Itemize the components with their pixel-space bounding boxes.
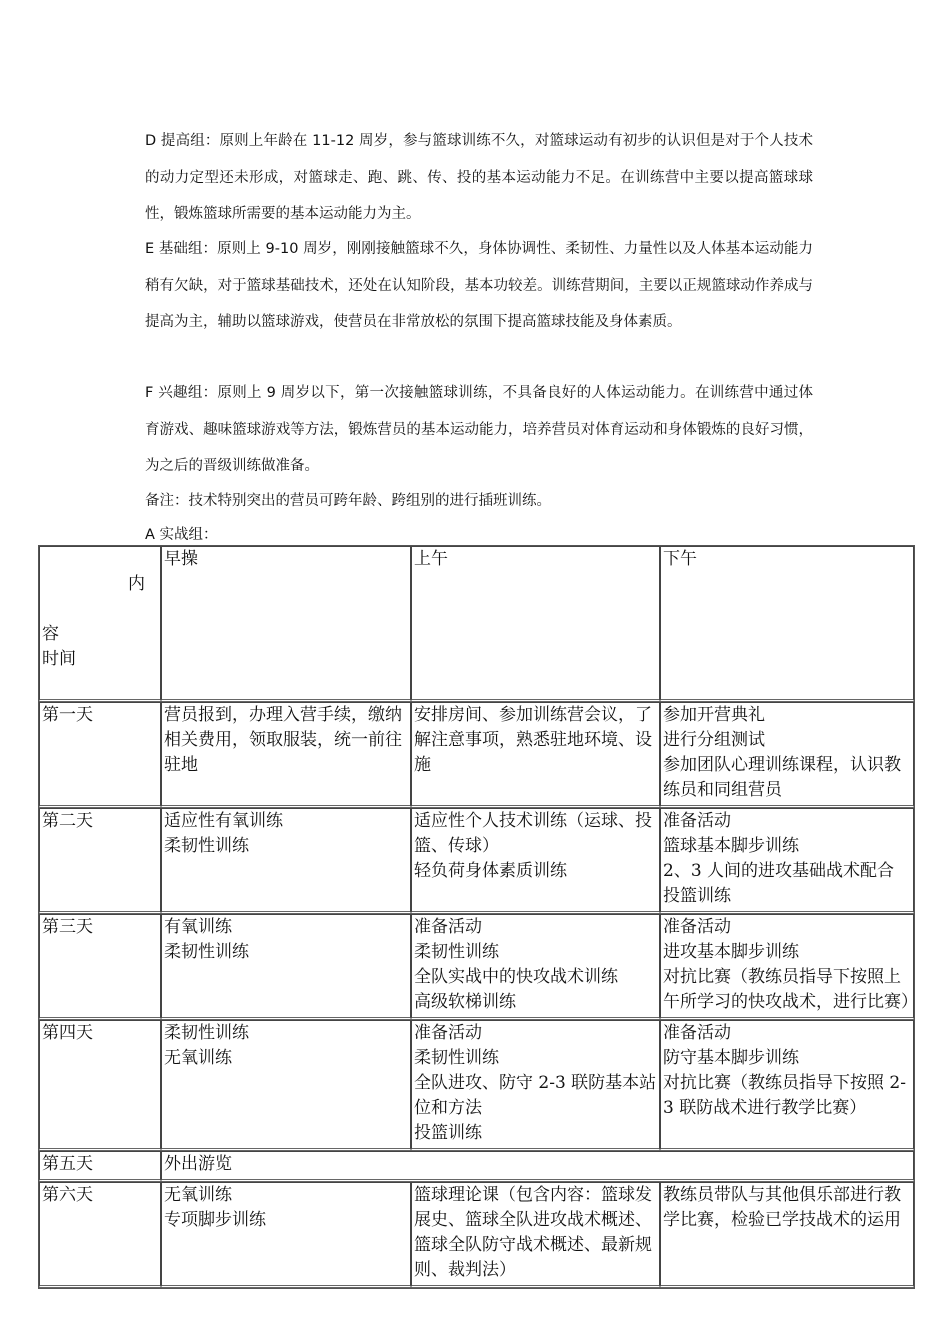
table-row xyxy=(39,808,914,914)
forenoon-cell: 篮球理论课（包含内容：篮球发展史、篮球全队进攻战术概述、篮球全队防守战术概述、最新规则、裁判法） xyxy=(411,1182,660,1288)
group-a-heading: A 实战组： xyxy=(145,527,218,543)
afternoon-cell: 教练员带队与其他俱乐部进行教学比赛，检验已学技战术的运用 xyxy=(660,1182,914,1288)
forenoon-cell: 安排房间、参加训练营会议，了解注意事项，熟悉驻地环境、设施 xyxy=(411,702,660,808)
schedule-table xyxy=(38,545,918,1289)
morning-cell: 无氧训练 专项脚步训练 xyxy=(161,1182,411,1288)
afternoon-cell: 准备活动 篮球基本脚步训练 2、3 人间的进攻基础战术配合 投篮训练 xyxy=(660,808,914,914)
afternoon-cell: 参加开营典礼 进行分组测试 参加团队心理训练课程，认识教练员和同组营员 xyxy=(660,702,914,808)
header-forenoon: 上午 xyxy=(411,546,660,702)
forenoon-cell: 准备活动 柔韧性训练 全队进攻、防守 2-3 联防基本站位和方法 投篮训练 xyxy=(411,1020,660,1151)
afternoon-cell: 准备活动 防守基本脚步训练 对抗比赛（教练员指导下按照 2-3 联防战术进行教学比赛） xyxy=(660,1020,914,1151)
morning-cell: 营员报到，办理入营手续，缴纳相关费用，领取服装，统一前往驻地 xyxy=(161,702,411,808)
group-d-description: D 提高组：原则上年龄在 11-12 周岁，参与篮球训练不久，对篮球运动有初步的认识但是对于个人技术的动力定型还未形成，对篮球走、跑、跳、传、投的基本运动能力不足。在训练营中主要以提高篮球球性，锻炼篮球所需要的基本运动能力为主。 xyxy=(145,133,813,222)
corner-header-cell xyxy=(39,546,161,702)
forenoon-cell: 准备活动 柔韧性训练 全队实战中的快攻战术训练 高级软梯训练 xyxy=(411,914,660,1020)
merged-activity-cell: 外出游览 xyxy=(161,1151,914,1182)
table-header-row xyxy=(39,546,914,702)
day-cell: 第二天 xyxy=(39,808,161,914)
morning-cell: 适应性有氧训练 柔韧性训练 xyxy=(161,808,411,914)
morning-cell: 柔韧性训练 无氧训练 xyxy=(161,1020,411,1151)
day-cell: 第四天 xyxy=(39,1020,161,1151)
table-row xyxy=(39,1020,914,1151)
header-morning: 早操 xyxy=(161,546,411,702)
morning-cell: 有氧训练 柔韧性训练 xyxy=(161,914,411,1020)
remark-note: 备注：技术特别突出的营员可跨年龄、跨组别的进行插班训练。 xyxy=(145,493,551,509)
corner-label-bottom: 容 时间 xyxy=(42,624,76,669)
group-e-description: E 基础组：原则上 9-10 周岁，刚刚接触篮球不久，身体协调性、柔韧性、力量性以及人体基本运动能力稍有欠缺，对于篮球基础技术，还处在认知阶段，基本功较差。训练营期间，主要以正规篮球动作养成与提高为主，辅助以篮球游戏，使营员在非常放松的氛围下提高篮球技能及身体素质。 xyxy=(145,241,813,330)
day-cell: 第一天 xyxy=(39,702,161,808)
day-cell: 第五天 xyxy=(39,1151,161,1182)
header-afternoon: 下午 xyxy=(660,546,914,702)
table-row xyxy=(39,1182,914,1288)
corner-label-top: 内 xyxy=(128,574,145,594)
forenoon-cell: 适应性个人技术训练（运球、投篮、传球） 轻负荷身体素质训练 xyxy=(411,808,660,914)
group-f-description: F 兴趣组：原则上 9 周岁以下，第一次接触篮球训练，不具备良好的人体运动能力。在训练营中通过体育游戏、趣味篮球游戏等方法，锻炼营员的基本运动能力，培养营员对体育运动和身体锻炼的良好习惯，为之后的晋级训练做准备。 xyxy=(145,385,813,474)
table-row xyxy=(39,914,914,1020)
table-row xyxy=(39,702,914,808)
day-cell: 第六天 xyxy=(39,1182,161,1288)
day-cell: 第三天 xyxy=(39,914,161,1020)
table-row xyxy=(39,1151,914,1182)
afternoon-cell: 准备活动 进攻基本脚步训练 对抗比赛（教练员指导下按照上午所学习的快攻战术，进行比赛） xyxy=(660,914,914,1020)
